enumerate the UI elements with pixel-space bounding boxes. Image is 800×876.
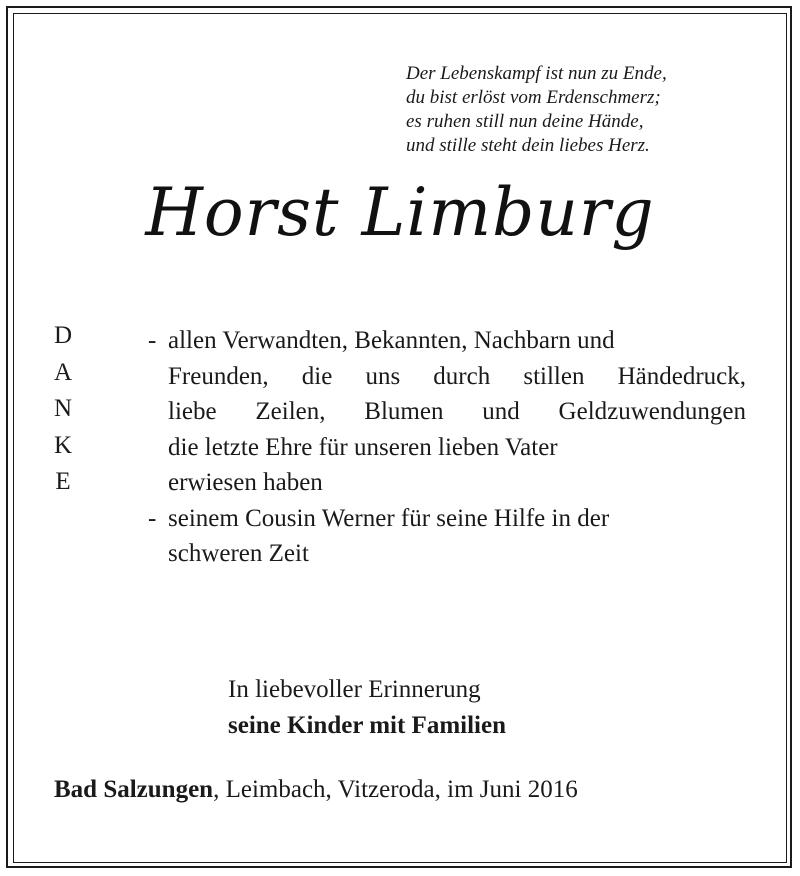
danke-letter: D — [53, 322, 73, 349]
danke-letter: A — [53, 358, 73, 386]
thanks-line: schweren Zeit — [168, 540, 309, 567]
danke-vertical — [46, 318, 80, 501]
thanks-line: seinem Cousin Werner für seine Hilfe in der — [168, 504, 610, 532]
thanks-item — [148, 501, 748, 572]
poem — [406, 62, 766, 158]
thanks-line: die letzte Ehre für unseren lieben Vater — [168, 433, 558, 461]
poem-line: du bist erlöst vom Erdenschmerz; — [406, 87, 661, 108]
dash-bullet: - — [148, 327, 157, 354]
danke-letter: N — [53, 395, 73, 422]
memory-block — [228, 672, 506, 744]
place-rest: , Leimbach, Vitzeroda, im Juni 2016 — [213, 776, 578, 803]
thanks-list — [148, 323, 748, 572]
thanks-line: liebe Zeilen, Blumen und Geldzuwendungen — [168, 398, 746, 425]
memory-line: In liebevoller Erinnerung — [228, 676, 481, 703]
thanks-line: Freunden, die uns durch stillen Händedruck, — [168, 362, 746, 390]
place-main: Bad Salzungen — [54, 776, 214, 803]
danke-letter: E — [55, 468, 71, 495]
dash-bullet: - — [148, 504, 157, 532]
poem-line: es ruhen still nun deine Hände, — [406, 111, 644, 132]
poem-line: Der Lebenskampf ist nun zu Ende, — [406, 63, 667, 84]
thanks-line: erwiesen haben — [168, 469, 323, 496]
family-signature: seine Kinder mit Familien — [228, 712, 506, 739]
danke-letter: K — [53, 431, 73, 459]
thanks-item — [148, 323, 748, 501]
poem-line: und stille steht dein liebes Herz. — [406, 135, 650, 156]
deceased-name: Horst Limburg — [145, 174, 655, 251]
place-date — [54, 772, 578, 808]
thanks-line: allen Verwandten, Bekannten, Nachbarn und — [168, 327, 615, 354]
